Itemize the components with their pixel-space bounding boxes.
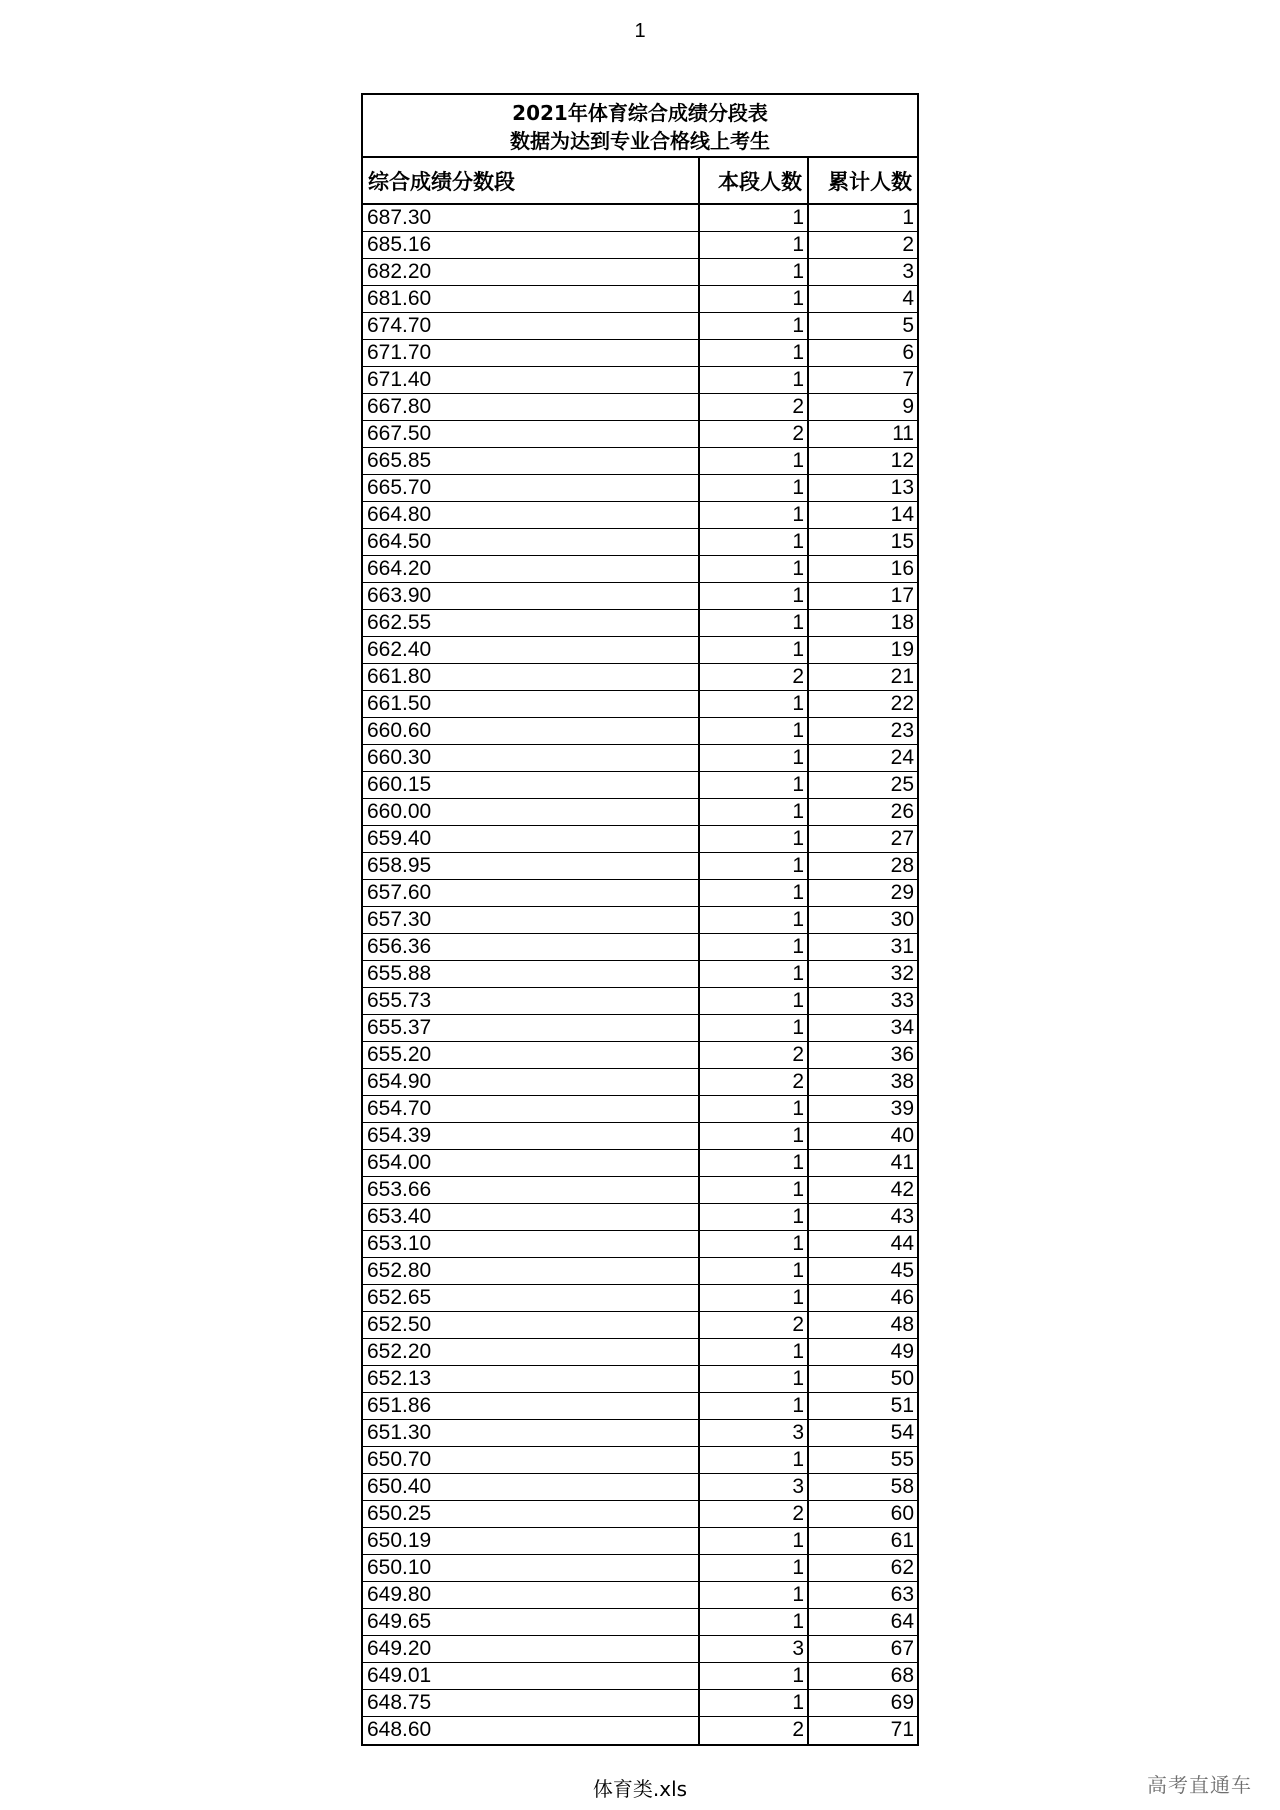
cell-band-count: 1: [699, 988, 808, 1015]
cell-band-count: 1: [699, 691, 808, 718]
table-row: [363, 745, 917, 772]
cell-cumulative-count: 60: [808, 1501, 917, 1528]
cell-cumulative-count: 15: [808, 529, 917, 556]
cell-score: 652.20: [363, 1339, 699, 1366]
cell-band-count: 2: [699, 394, 808, 421]
cell-cumulative-count: 62: [808, 1555, 917, 1582]
cell-cumulative-count: 2: [808, 232, 917, 259]
cell-band-count: 1: [699, 1663, 808, 1690]
cell-cumulative-count: 28: [808, 853, 917, 880]
cell-score: 652.65: [363, 1285, 699, 1312]
cell-cumulative-count: 69: [808, 1690, 917, 1717]
cell-band-count: 1: [699, 1555, 808, 1582]
table-row: [363, 286, 917, 313]
cell-score: 654.39: [363, 1123, 699, 1150]
cell-cumulative-count: 34: [808, 1015, 917, 1042]
cell-score: 649.80: [363, 1582, 699, 1609]
cell-score: 671.40: [363, 367, 699, 394]
cell-band-count: 1: [699, 1258, 808, 1285]
table-row: [363, 1663, 917, 1690]
table-row: [363, 826, 917, 853]
table-row: [363, 1231, 917, 1258]
table-row: [363, 204, 917, 232]
cell-score: 655.73: [363, 988, 699, 1015]
cell-band-count: 2: [699, 1501, 808, 1528]
cell-cumulative-count: 9: [808, 394, 917, 421]
table-row: [363, 691, 917, 718]
cell-score: 674.70: [363, 313, 699, 340]
cell-band-count: 1: [699, 718, 808, 745]
cell-band-count: 1: [699, 853, 808, 880]
cell-score: 651.86: [363, 1393, 699, 1420]
cell-score: 660.60: [363, 718, 699, 745]
cell-band-count: 1: [699, 610, 808, 637]
cell-band-count: 1: [699, 1204, 808, 1231]
cell-cumulative-count: 5: [808, 313, 917, 340]
cell-band-count: 1: [699, 1231, 808, 1258]
cell-score: 665.85: [363, 448, 699, 475]
cell-band-count: 3: [699, 1474, 808, 1501]
cell-cumulative-count: 43: [808, 1204, 917, 1231]
cell-score: 650.10: [363, 1555, 699, 1582]
cell-band-count: 1: [699, 313, 808, 340]
cell-score: 653.66: [363, 1177, 699, 1204]
cell-band-count: 1: [699, 1150, 808, 1177]
cell-band-count: 1: [699, 1177, 808, 1204]
cell-cumulative-count: 3: [808, 259, 917, 286]
table-row: [363, 1042, 917, 1069]
cell-band-count: 1: [699, 286, 808, 313]
cell-band-count: 1: [699, 475, 808, 502]
table-row: [363, 421, 917, 448]
cell-cumulative-count: 39: [808, 1096, 917, 1123]
cell-score: 652.13: [363, 1366, 699, 1393]
cell-score: 649.20: [363, 1636, 699, 1663]
cell-cumulative-count: 48: [808, 1312, 917, 1339]
cell-score: 664.20: [363, 556, 699, 583]
table-title-line-1: 2021年体育综合成绩分段表: [512, 101, 768, 125]
table-row: [363, 259, 917, 286]
cell-cumulative-count: 1: [808, 204, 917, 232]
cell-cumulative-count: 32: [808, 961, 917, 988]
cell-band-count: 2: [699, 664, 808, 691]
footer-filename: 体育类.xls: [592, 1777, 688, 1801]
cell-score: 653.40: [363, 1204, 699, 1231]
table-row: [363, 1312, 917, 1339]
cell-cumulative-count: 29: [808, 880, 917, 907]
cell-cumulative-count: 36: [808, 1042, 917, 1069]
cell-score: 671.70: [363, 340, 699, 367]
table-row: [363, 232, 917, 259]
cell-band-count: 1: [699, 799, 808, 826]
table-row: [363, 799, 917, 826]
cell-cumulative-count: 41: [808, 1150, 917, 1177]
cell-band-count: 1: [699, 1528, 808, 1555]
cell-score: 649.01: [363, 1663, 699, 1690]
cell-band-count: 1: [699, 583, 808, 610]
table-row: [363, 934, 917, 961]
table-row: [363, 394, 917, 421]
cell-score: 667.80: [363, 394, 699, 421]
cell-score: 654.90: [363, 1069, 699, 1096]
cell-band-count: 2: [699, 421, 808, 448]
cell-band-count: 2: [699, 1312, 808, 1339]
table-row: [363, 880, 917, 907]
table-header-row: [363, 158, 917, 204]
table-row: [363, 1285, 917, 1312]
table-row: [363, 637, 917, 664]
cell-cumulative-count: 17: [808, 583, 917, 610]
cell-score: 664.50: [363, 529, 699, 556]
table-row: [363, 340, 917, 367]
cell-cumulative-count: 24: [808, 745, 917, 772]
cell-cumulative-count: 27: [808, 826, 917, 853]
cell-band-count: 1: [699, 1393, 808, 1420]
table-row: [363, 1150, 917, 1177]
cell-score: 682.20: [363, 259, 699, 286]
cell-score: 654.70: [363, 1096, 699, 1123]
header-score-band: 综合成绩分数段: [363, 158, 699, 204]
cell-band-count: 2: [699, 1042, 808, 1069]
cell-cumulative-count: 42: [808, 1177, 917, 1204]
cell-cumulative-count: 51: [808, 1393, 917, 1420]
cell-cumulative-count: 6: [808, 340, 917, 367]
table-row: [363, 475, 917, 502]
cell-score: 681.60: [363, 286, 699, 313]
cell-band-count: 1: [699, 880, 808, 907]
cell-score: 664.80: [363, 502, 699, 529]
cell-score: 660.30: [363, 745, 699, 772]
table-row: [363, 502, 917, 529]
cell-score: 687.30: [363, 204, 699, 232]
cell-band-count: 1: [699, 637, 808, 664]
cell-band-count: 3: [699, 1420, 808, 1447]
cell-score: 662.40: [363, 637, 699, 664]
table-row: [363, 1420, 917, 1447]
table-row: [363, 1528, 917, 1555]
cell-cumulative-count: 31: [808, 934, 917, 961]
cell-band-count: 1: [699, 934, 808, 961]
cell-cumulative-count: 26: [808, 799, 917, 826]
table-row: [363, 1447, 917, 1474]
cell-cumulative-count: 44: [808, 1231, 917, 1258]
cell-score: 660.00: [363, 799, 699, 826]
cell-cumulative-count: 64: [808, 1609, 917, 1636]
table-row: [363, 988, 917, 1015]
table-title: [363, 95, 917, 158]
cell-band-count: 2: [699, 1069, 808, 1096]
cell-score: 648.75: [363, 1690, 699, 1717]
cell-band-count: 3: [699, 1636, 808, 1663]
cell-band-count: 1: [699, 259, 808, 286]
cell-score: 659.40: [363, 826, 699, 853]
cell-band-count: 1: [699, 502, 808, 529]
table-row: [363, 1069, 917, 1096]
cell-score: 655.37: [363, 1015, 699, 1042]
cell-cumulative-count: 45: [808, 1258, 917, 1285]
cell-cumulative-count: 71: [808, 1717, 917, 1744]
cell-score: 685.16: [363, 232, 699, 259]
cell-cumulative-count: 55: [808, 1447, 917, 1474]
cell-cumulative-count: 46: [808, 1285, 917, 1312]
cell-band-count: 1: [699, 1285, 808, 1312]
cell-cumulative-count: 23: [808, 718, 917, 745]
score-distribution-table: [363, 158, 917, 1744]
table-row: [363, 1204, 917, 1231]
cell-score: 651.30: [363, 1420, 699, 1447]
cell-band-count: 1: [699, 772, 808, 799]
cell-score: 654.00: [363, 1150, 699, 1177]
cell-cumulative-count: 14: [808, 502, 917, 529]
cell-score: 650.25: [363, 1501, 699, 1528]
cell-band-count: 1: [699, 1096, 808, 1123]
table-row: [363, 1258, 917, 1285]
cell-cumulative-count: 67: [808, 1636, 917, 1663]
cell-cumulative-count: 22: [808, 691, 917, 718]
table-row: [363, 1555, 917, 1582]
table-body: [363, 204, 917, 1744]
cell-score: 649.65: [363, 1609, 699, 1636]
table-row: [363, 1015, 917, 1042]
cell-cumulative-count: 30: [808, 907, 917, 934]
cell-score: 657.30: [363, 907, 699, 934]
cell-band-count: 2: [699, 1717, 808, 1744]
table-row: [363, 1177, 917, 1204]
cell-cumulative-count: 7: [808, 367, 917, 394]
table-row: [363, 610, 917, 637]
cell-cumulative-count: 16: [808, 556, 917, 583]
cell-cumulative-count: 54: [808, 1420, 917, 1447]
table-row: [363, 556, 917, 583]
watermark-text: 高考直通车: [1147, 1773, 1252, 1797]
cell-band-count: 1: [699, 745, 808, 772]
cell-cumulative-count: 25: [808, 772, 917, 799]
table-row: [363, 961, 917, 988]
table-row: [363, 1690, 917, 1717]
cell-score: 655.88: [363, 961, 699, 988]
cell-score: 665.70: [363, 475, 699, 502]
page-number: 1: [634, 20, 646, 42]
table-row: [363, 664, 917, 691]
cell-band-count: 1: [699, 1447, 808, 1474]
header-cumulative-count: 累计人数: [808, 158, 917, 204]
score-table-sheet: [361, 93, 919, 1746]
cell-band-count: 1: [699, 529, 808, 556]
cell-band-count: 1: [699, 1690, 808, 1717]
cell-cumulative-count: 49: [808, 1339, 917, 1366]
table-row: [363, 1474, 917, 1501]
cell-score: 650.19: [363, 1528, 699, 1555]
cell-score: 648.60: [367, 1718, 432, 1742]
cell-band-count: 1: [699, 1582, 808, 1609]
cell-cumulative-count: 50: [808, 1366, 917, 1393]
table-row: [363, 1393, 917, 1420]
cell-cumulative-count: 4: [808, 286, 917, 313]
cell-cumulative-count: 63: [808, 1582, 917, 1609]
cell-score: 658.95: [363, 853, 699, 880]
cell-score: 650.40: [363, 1474, 699, 1501]
cell-band-count: 1: [699, 961, 808, 988]
cell-cumulative-count: 58: [808, 1474, 917, 1501]
cell-cumulative-count: 40: [808, 1123, 917, 1150]
cell-band-count: 1: [699, 1366, 808, 1393]
cell-score: 653.10: [363, 1231, 699, 1258]
cell-score: 650.70: [363, 1447, 699, 1474]
cell-cumulative-count: 12: [808, 448, 917, 475]
cell-cumulative-count: 13: [808, 475, 917, 502]
cell-cumulative-count: 68: [808, 1663, 917, 1690]
cell-score: 660.15: [363, 772, 699, 799]
header-band-count: 本段人数: [699, 158, 808, 204]
table-row: [363, 313, 917, 340]
table-row: [363, 448, 917, 475]
cell-band-count: 1: [699, 1339, 808, 1366]
table-row: [363, 1123, 917, 1150]
cell-score: 657.60: [363, 880, 699, 907]
cell-band-count: 1: [699, 1123, 808, 1150]
table-row: [363, 583, 917, 610]
table-row: [363, 1609, 917, 1636]
cell-band-count: 1: [699, 1609, 808, 1636]
cell-score: 652.80: [363, 1258, 699, 1285]
table-row: [363, 529, 917, 556]
table-row: [363, 1717, 917, 1744]
cell-band-count: 1: [699, 556, 808, 583]
cell-score: 663.90: [363, 583, 699, 610]
cell-score: 667.50: [363, 421, 699, 448]
table-row: [363, 772, 917, 799]
cell-band-count: 1: [699, 232, 808, 259]
cell-band-count: 1: [699, 448, 808, 475]
cell-band-count: 1: [699, 826, 808, 853]
cell-band-count: 1: [699, 204, 808, 232]
table-row: [363, 853, 917, 880]
cell-score: 655.20: [363, 1042, 699, 1069]
cell-score: 662.55: [363, 610, 699, 637]
cell-cumulative-count: 33: [808, 988, 917, 1015]
cell-cumulative-count: 19: [808, 637, 917, 664]
cell-cumulative-count: 21: [808, 664, 917, 691]
cell-cumulative-count: 11: [808, 421, 917, 448]
table-row: [363, 367, 917, 394]
cell-score: 661.80: [363, 664, 699, 691]
table-row: [363, 1582, 917, 1609]
cell-band-count: 1: [699, 367, 808, 394]
cell-cumulative-count: 61: [808, 1528, 917, 1555]
cell-band-count: 1: [699, 1015, 808, 1042]
cell-cumulative-count: 38: [808, 1069, 917, 1096]
cell-cumulative-count: 18: [808, 610, 917, 637]
table-row: [363, 907, 917, 934]
cell-score: 661.50: [363, 691, 699, 718]
cell-score: 652.50: [363, 1312, 699, 1339]
table-row: [363, 1339, 917, 1366]
table-row: [363, 1366, 917, 1393]
table-row: [363, 1636, 917, 1663]
cell-band-count: 1: [699, 340, 808, 367]
table-row: [363, 718, 917, 745]
cell-score: 656.36: [363, 934, 699, 961]
cell-band-count: 1: [699, 907, 808, 934]
table-title-line-2: 数据为达到专业合格线上考生: [510, 129, 770, 153]
table-row: [363, 1501, 917, 1528]
table-row: [363, 1096, 917, 1123]
